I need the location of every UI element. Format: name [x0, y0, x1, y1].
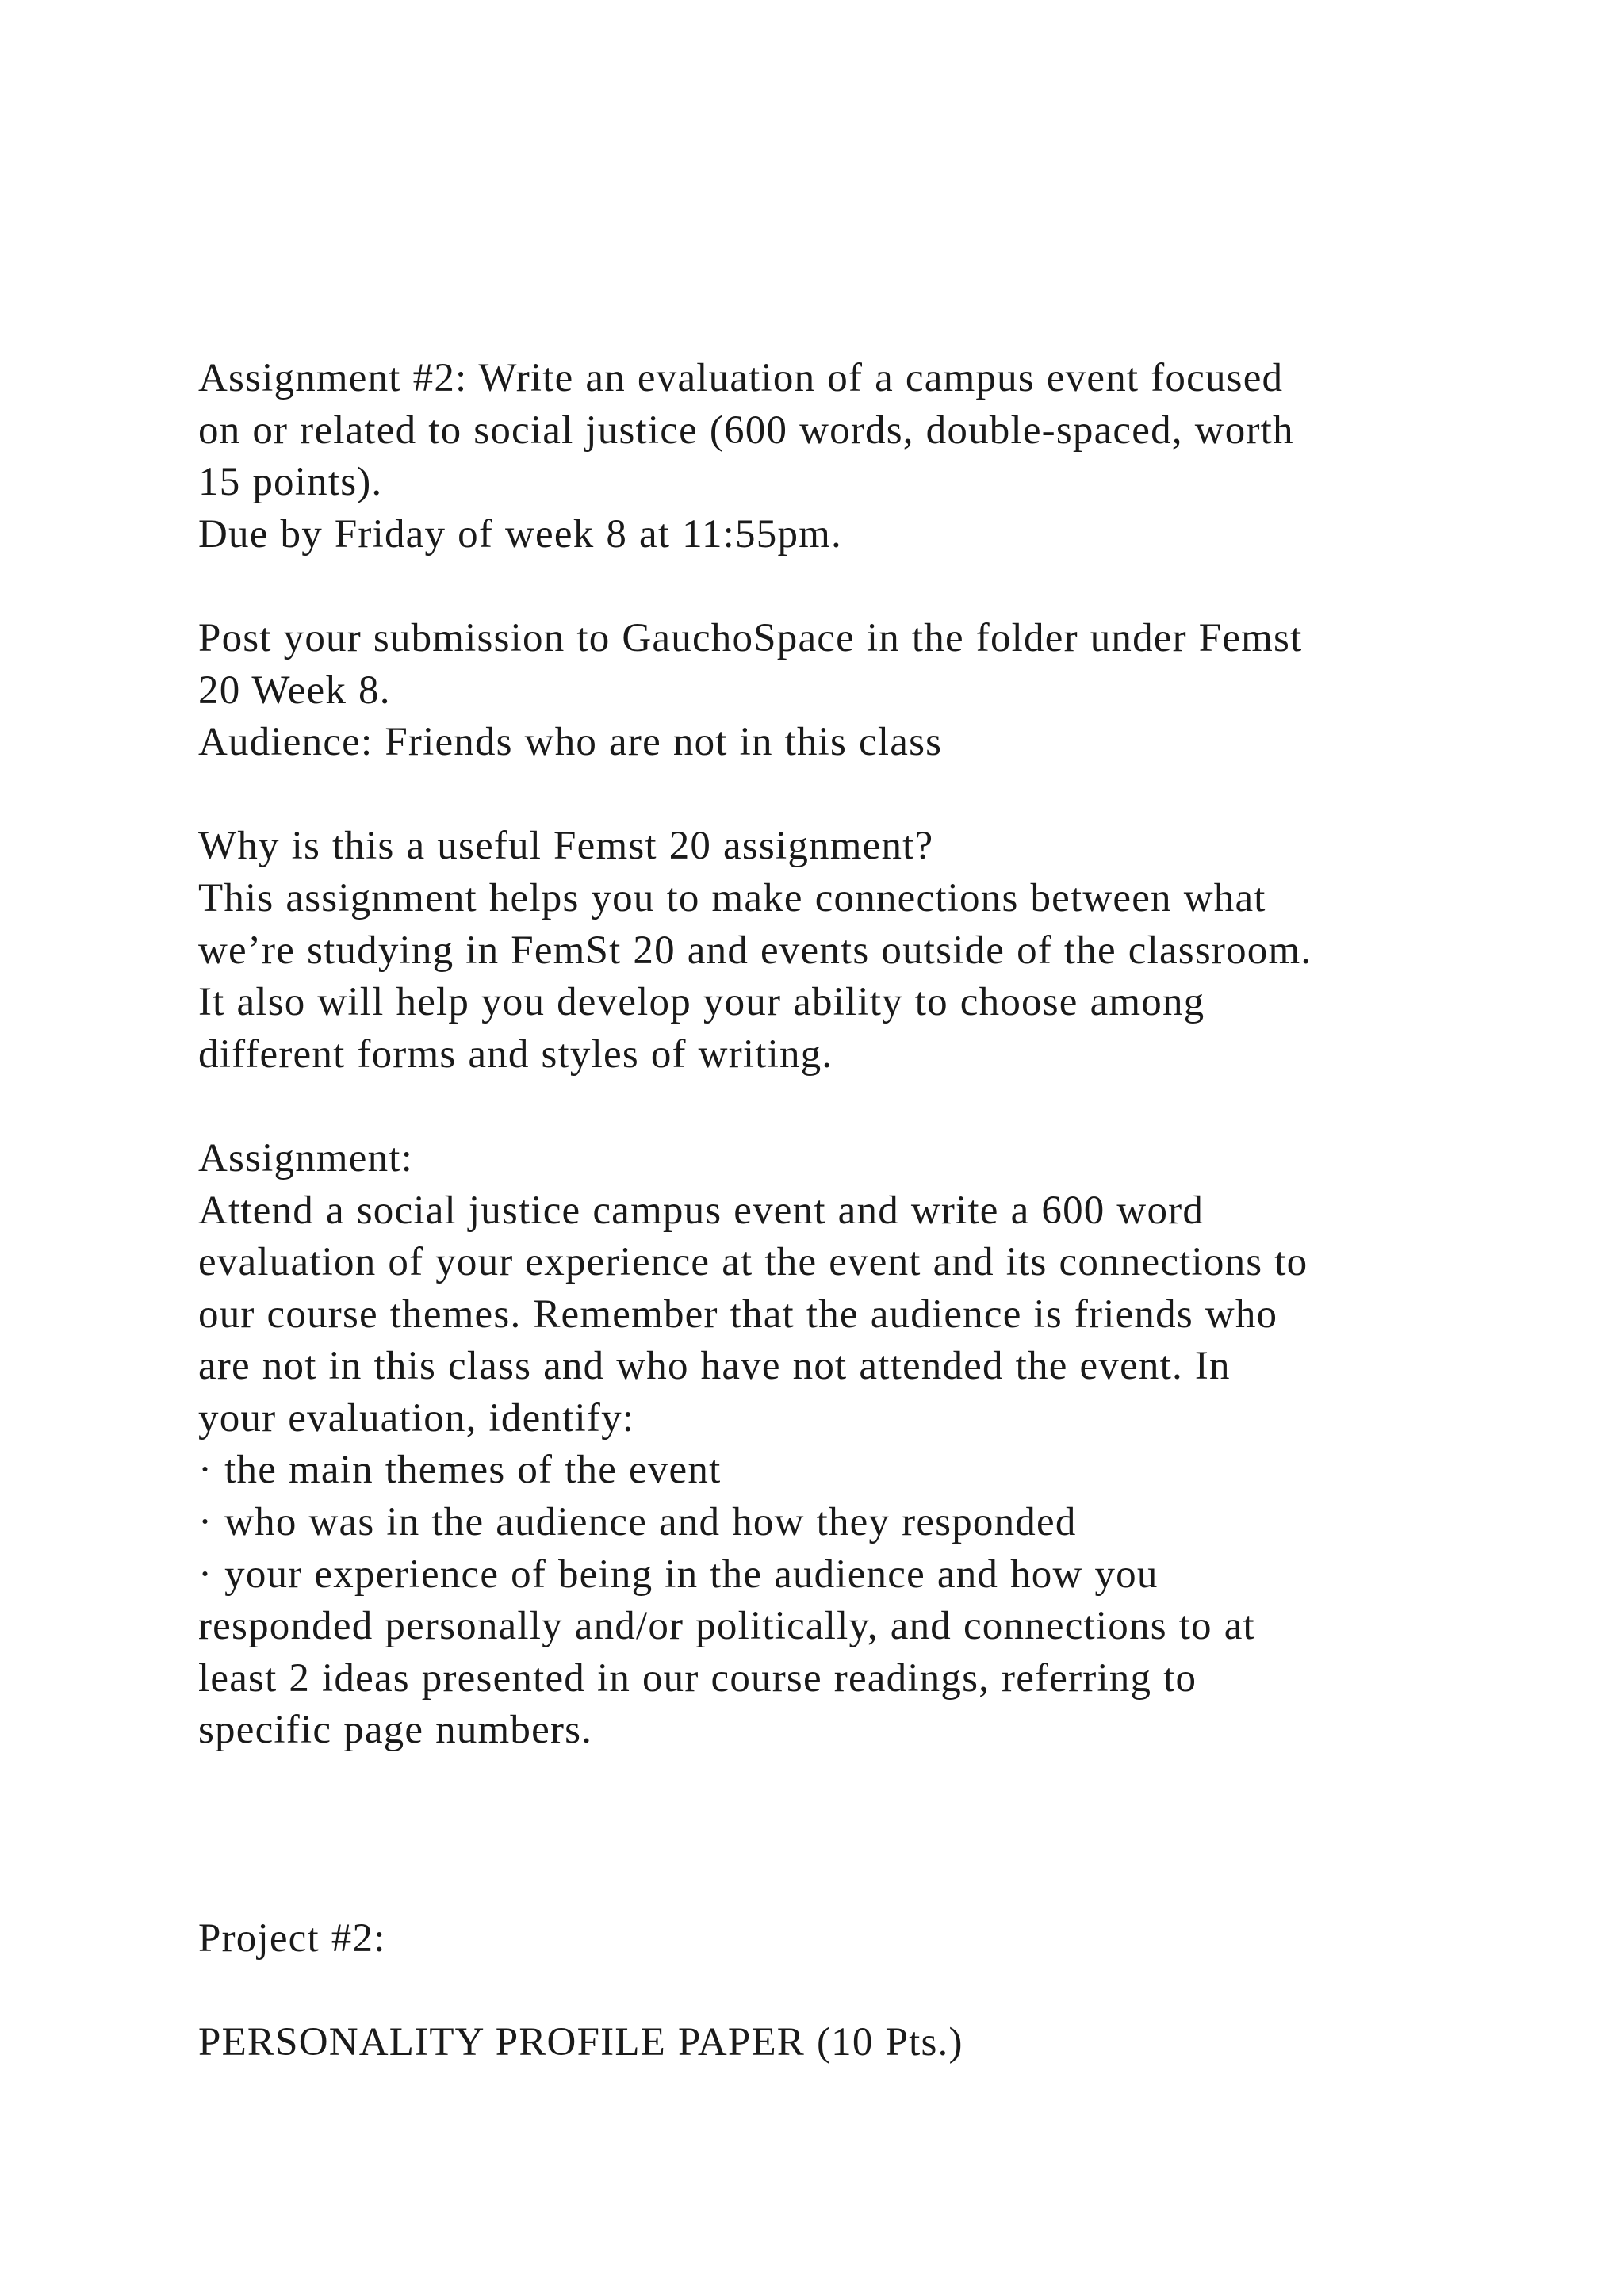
- assignment-heading: Assignment:: [198, 1135, 414, 1181]
- intro-line: 15 points).: [198, 460, 383, 505]
- submission-line: 20 Week 8.: [198, 668, 391, 713]
- spacer: [198, 1757, 1507, 1913]
- bullet-item: · the main themes of the event: [198, 1448, 722, 1493]
- assignment-body-line: your evaluation, identify:: [198, 1395, 635, 1441]
- spacer: [198, 561, 1507, 613]
- why-body-line: It also will help you develop your ability to choose among: [198, 980, 1205, 1025]
- assignment-body-line: Attend a social justice campus event and write a 600 word: [198, 1188, 1205, 1233]
- spacer: [198, 769, 1507, 821]
- project-heading: Project #2:: [198, 1915, 386, 1961]
- why-body-line: This assignment helps you to make connections between what: [198, 875, 1266, 920]
- bullet-continuation-line: least 2 ideas presented in our course readings, referring to: [198, 1655, 1197, 1701]
- why-heading: Why is this a useful Femst 20 assignment?: [198, 824, 934, 869]
- audience-line: Audience: Friends who are not in this class: [198, 720, 943, 765]
- intro-line: Assignment #2: Write an evaluation of a campus event focused: [198, 356, 1284, 400]
- document-body: [198, 353, 1507, 2069]
- bullet-continuation-line: specific page numbers.: [198, 1708, 593, 1753]
- intro-line: on or related to social justice (600 words, double-spaced, worth: [198, 408, 1294, 453]
- why-body-line: different forms and styles of writing.: [198, 1031, 833, 1077]
- spacer: [198, 1965, 1507, 2017]
- assignment-body-line: are not in this class and who have not attended the event. In: [198, 1344, 1231, 1389]
- assignment-body-line: our course themes. Remember that the audience is friends who: [198, 1292, 1278, 1337]
- assignment-body-line: evaluation of your experience at the event and its connections to: [198, 1240, 1308, 1285]
- due-date-line: Due by Friday of week 8 at 11:55pm.: [198, 511, 842, 557]
- why-body-line: we’re studying in FemSt 20 and events outside of the classroom.: [198, 928, 1312, 973]
- bullet-continuation-line: responded personally and/or politically, and connections to at: [198, 1604, 1255, 1649]
- submission-line: Post your submission to GauchoSpace in the folder under Femst: [198, 615, 1303, 660]
- bullet-item: · who was in the audience and how they responded: [198, 1500, 1077, 1545]
- spacer: [198, 1081, 1507, 1133]
- bullet-item: · your experience of being in the audience and how you: [198, 1552, 1159, 1597]
- project-title: PERSONALITY PROFILE PAPER (10 Pts.): [198, 2020, 963, 2065]
